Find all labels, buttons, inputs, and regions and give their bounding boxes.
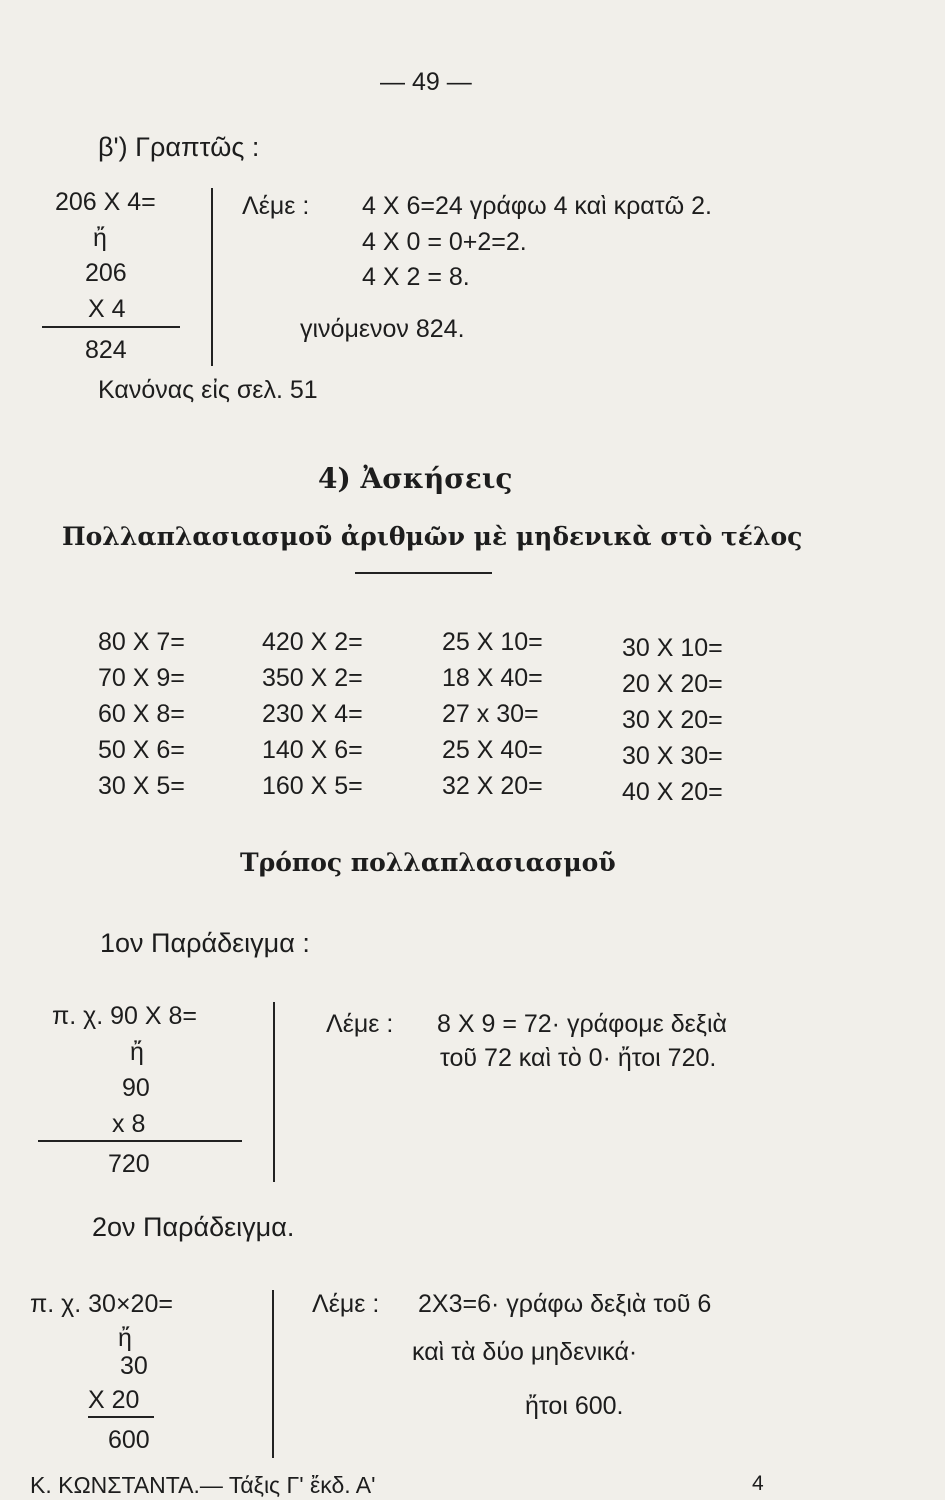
exercises-title: 4) Ἀσκήσεις bbox=[318, 462, 513, 495]
exercise-item: 30 X 30= bbox=[622, 742, 723, 770]
leme-label: Λέμε : bbox=[242, 192, 310, 220]
explanation-line: 4 X 2 = 8. bbox=[362, 263, 470, 291]
exercise-item: 20 X 20= bbox=[622, 670, 723, 698]
explanation-line: ἤτοι 600. bbox=[525, 1392, 624, 1420]
explanation-line: καὶ τὰ δύο μηδενικά· bbox=[412, 1338, 638, 1366]
example2-rule bbox=[88, 1416, 154, 1418]
exercise-item: 25 X 10= bbox=[442, 628, 543, 656]
exercise-item: 60 X 8= bbox=[98, 700, 185, 728]
example2-left-line: ἤ bbox=[118, 1324, 132, 1352]
calc-rule bbox=[42, 326, 180, 328]
explanation-line: τοῦ 72 καὶ τὸ 0· ἤτοι 720. bbox=[440, 1044, 717, 1072]
example1-left-line: x 8 bbox=[112, 1110, 146, 1138]
exercise-item: 70 X 9= bbox=[98, 664, 185, 692]
example2-left-line: π. χ. 30×20= bbox=[30, 1290, 173, 1318]
exercise-item: 160 X 5= bbox=[262, 772, 363, 800]
example1-left-line: 90 bbox=[122, 1074, 150, 1102]
calc-left-line: ἤ bbox=[93, 224, 107, 252]
footer-credit: Κ. ΚΩΝΣΤΑΝΤΑ.— Τάξις Γ' ἔκδ. Α' bbox=[30, 1472, 376, 1498]
column-divider bbox=[211, 188, 213, 366]
method-title: Τρόπος πολλαπλασιασμοῦ bbox=[240, 848, 616, 877]
example2-left-line: 30 bbox=[120, 1352, 148, 1380]
signature-number: 4 bbox=[752, 1472, 764, 1495]
example2-heading: 2ον Παράδειγμα. bbox=[92, 1212, 295, 1242]
calc-left-line: 206 bbox=[85, 259, 127, 287]
title-underline bbox=[355, 572, 492, 574]
calc-left-line: 824 bbox=[85, 336, 127, 364]
exercise-item: 30 X 10= bbox=[622, 634, 723, 662]
exercise-item: 25 X 40= bbox=[442, 736, 543, 764]
example1-left-line: π. χ. 90 X 8= bbox=[52, 1002, 198, 1030]
example2-left-line: 600 bbox=[108, 1426, 150, 1454]
exercise-item: 30 X 20= bbox=[622, 706, 723, 734]
section-heading: β') Γραπτῶς : bbox=[98, 132, 260, 162]
example1-rule bbox=[38, 1140, 242, 1142]
exercise-item: 18 X 40= bbox=[442, 664, 543, 692]
explanation-line: 4 X 0 = 0+2=2. bbox=[362, 228, 527, 256]
exercise-item: 40 X 20= bbox=[622, 778, 723, 806]
leme-label: Λέμε : bbox=[312, 1290, 380, 1318]
rule-reference: Κανόνας εἰς σελ. 51 bbox=[98, 376, 318, 404]
exercise-item: 350 X 2= bbox=[262, 664, 363, 692]
exercise-item: 27 x 30= bbox=[442, 700, 539, 728]
example1-left-line: ἤ bbox=[130, 1038, 144, 1066]
example1-divider bbox=[273, 1002, 275, 1182]
page-number: — 49 — bbox=[380, 68, 472, 96]
example2-left-line: X 20 bbox=[88, 1386, 140, 1414]
exercise-item: 230 X 4= bbox=[262, 700, 363, 728]
exercise-item: 32 X 20= bbox=[442, 772, 543, 800]
exercise-item: 140 X 6= bbox=[262, 736, 363, 764]
explanation-line: 4 X 6=24 γράφω 4 καὶ κρατῶ 2. bbox=[362, 192, 712, 220]
exercise-item: 50 X 6= bbox=[98, 736, 185, 764]
exercise-item: 30 X 5= bbox=[98, 772, 185, 800]
calc-left-line: X 4 bbox=[88, 295, 126, 323]
calc-left-line: 206 X 4= bbox=[55, 188, 156, 216]
exercise-item: 80 X 7= bbox=[98, 628, 185, 656]
explanation-line: 2X3=6· γράφω δεξιὰ τοῦ 6 bbox=[418, 1290, 712, 1318]
explanation-line: 8 X 9 = 72· γράφομε δεξιὰ bbox=[437, 1010, 727, 1038]
leme-label: Λέμε : bbox=[326, 1010, 394, 1038]
example1-heading: 1ον Παράδειγμα : bbox=[100, 928, 310, 958]
example2-divider bbox=[272, 1290, 274, 1458]
exercise-item: 420 X 2= bbox=[262, 628, 363, 656]
product-result: γινόμενον 824. bbox=[300, 315, 465, 343]
exercises-subtitle: Πολλαπλασιασμοῦ ἀριθμῶν μὲ μηδενικὰ στὸ τέλος bbox=[62, 522, 803, 551]
example1-left-line: 720 bbox=[108, 1150, 150, 1178]
